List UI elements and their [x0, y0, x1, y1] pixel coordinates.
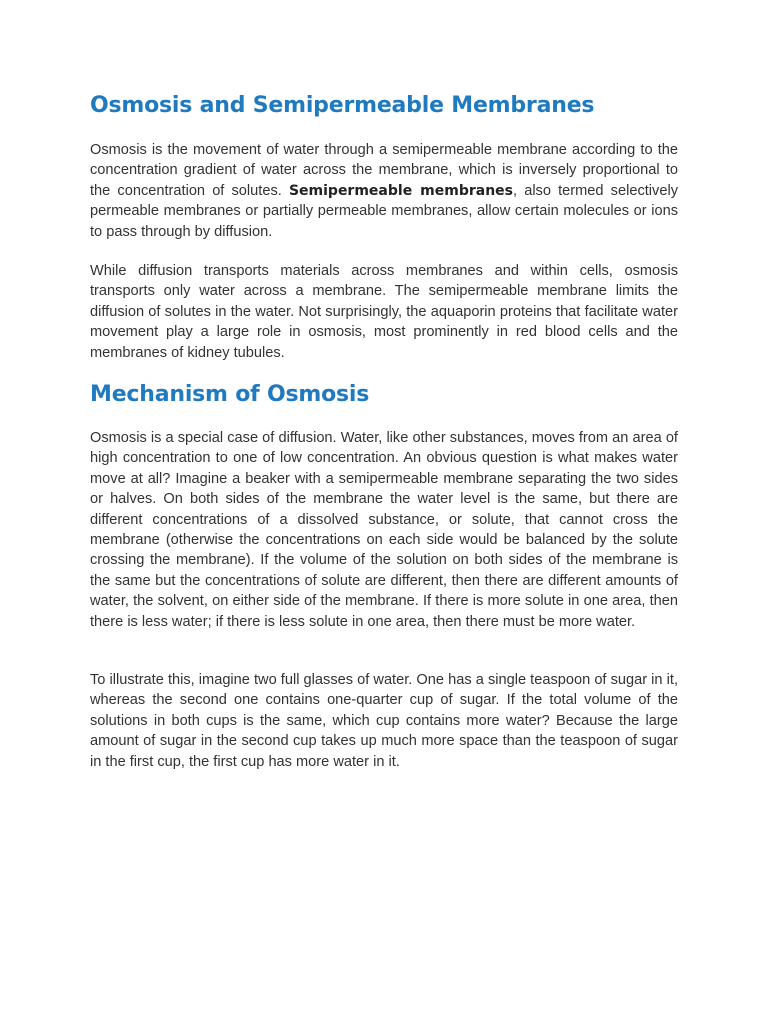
- section-heading-mechanism: Mechanism of Osmosis: [90, 382, 370, 407]
- paragraph-sugar-example: To illustrate this, imagine two full glasses of water. One has a single teaspoon of sugar in it, whereas the second one contains one-quarter cup of sugar. If the total volume of the solutions in both cups is the same, which cup contains more water? Because the large amount of sugar in the second cup takes up much more space than the teaspoon of sugar in the first cup, the first cup has more water in it.: [90, 672, 678, 770]
- paragraph-text: Osmosis is the movement of water through a semipermeable membrane according to the concentration gradient of water across the membrane, which is inversely proportional to the concentration of solutes.: [90, 142, 678, 199]
- section-heading-osmosis-membranes: Osmosis and Semipermeable Membranes: [90, 93, 595, 118]
- term-semipermeable-membranes: Semipermeable membranes: [288, 182, 513, 199]
- paragraph-osmosis-definition: [90, 140, 678, 242]
- paragraph-text: , also termed selectively permeable membranes or partially permeable membranes, allow certain molecules or ions to pass through by diffusion.: [90, 182, 678, 240]
- paragraph-mechanism-explanation: Osmosis is a special case of diffusion. Water, like other substances, moves from an area of high concentration to one of low concentration. An obvious question is what makes water move at all? Imagine a beaker with a semipermeable membrane separating the two sides or halves. On both sides of the membrane the water level is the same, but there are different concentrations of a dissolved substance, or solute, that cannot cross the membrane (otherwise the concentrations on each side would be balanced by the solute crossing the membrane). If the volume of the solution on both sides of the membrane is the same but the concentrations of solute are different, then there are different amounts of water, the solvent, on either side of the membrane. If there is more solute in one area, then there is less water; if there is less solute in one area, then there must be more water.: [90, 430, 678, 630]
- paragraph-diffusion-vs-osmosis: While diffusion transports materials across membranes and within cells, osmosis transports only water across a membrane. The semipermeable membrane limits the diffusion of solutes in the water. Not surprisingly, the aquaporin proteins that facilitate water movement play a large role in osmosis, most prominently in red blood cells and the membranes of kidney tubules.: [90, 263, 678, 361]
